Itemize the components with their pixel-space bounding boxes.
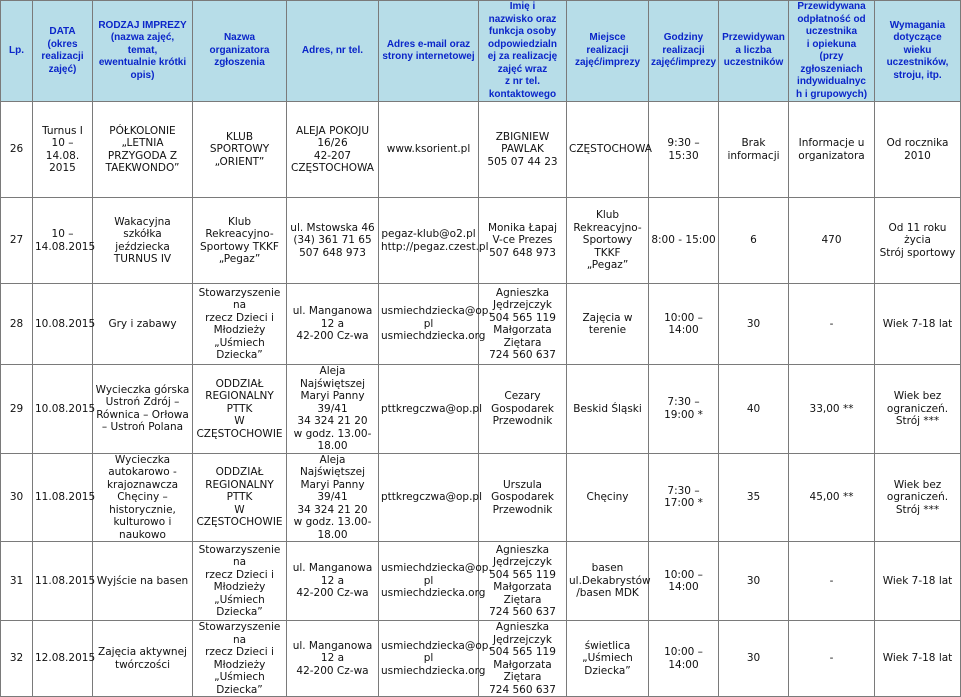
cell-lp: 29 xyxy=(1,365,33,454)
cell-lp: 27 xyxy=(1,198,33,284)
cell-fee: 470 xyxy=(789,198,875,284)
cell-contact-person: Urszula Gospodarek Przewodnik xyxy=(479,453,567,542)
cell-fee: - xyxy=(789,542,875,621)
cell-address: ul. Manganowa 12 a 42-200 Cz-wa xyxy=(287,542,379,621)
cell-place: Klub Rekreacyjno- Sportowy TKKF „Pegaz” xyxy=(567,198,649,284)
header-requirements: Wymagania dotyczące wieku uczestników, stroju, itp. xyxy=(875,1,961,102)
header-address: Adres, nr tel. xyxy=(287,1,379,102)
cell-participant-count: 30 xyxy=(719,284,789,365)
cell-email-website: www.ksorient.pl xyxy=(379,102,479,198)
cell-requirements: Wiek 7-18 lat xyxy=(875,621,961,697)
table-row xyxy=(1,621,961,697)
cell-lp: 30 xyxy=(1,453,33,542)
cell-participant-count: Brak informacji xyxy=(719,102,789,198)
cell-event-type: Wycieczka górska Ustroń Zdrój – Równica – Orłowa – Ustroń Polana xyxy=(93,365,193,454)
cell-participant-count: 6 xyxy=(719,198,789,284)
cell-organizer: Stowarzyszenie na rzecz Dzieci i Młodzieży „Uśmiech Dziecka” xyxy=(193,284,287,365)
cell-email-website: pegaz-klub@o2.pl http://pegaz.czest.pl xyxy=(379,198,479,284)
table-header-row xyxy=(1,1,961,102)
cell-address: Aleja Najświętszej Maryi Panny 39/41 34 324 21 20 w godz. 13.00- 18.00 xyxy=(287,365,379,454)
header-event-type: RODZAJ IMPREZY (nazwa zajęć, temat, ewentualnie krótki opis) xyxy=(93,1,193,102)
table-row xyxy=(1,542,961,621)
cell-contact-person: ZBIGNIEW PAWLAK 505 07 44 23 xyxy=(479,102,567,198)
cell-requirements: Wiek 7-18 lat xyxy=(875,284,961,365)
cell-event-type: Gry i zabawy xyxy=(93,284,193,365)
cell-lp: 28 xyxy=(1,284,33,365)
cell-date: 11.08.2015 xyxy=(33,542,93,621)
cell-participant-count: 30 xyxy=(719,621,789,697)
cell-email-website: pttkregczwa@op.pl xyxy=(379,453,479,542)
cell-contact-person: Cezary Gospodarek Przewodnik xyxy=(479,365,567,454)
cell-place: Beskid Śląski xyxy=(567,365,649,454)
cell-place: Zajęcia w terenie xyxy=(567,284,649,365)
cell-requirements: Od rocznika 2010 xyxy=(875,102,961,198)
cell-hours: 10:00 – 14:00 xyxy=(649,621,719,697)
table-row xyxy=(1,102,961,198)
cell-organizer: ODDZIAŁ REGIONALNY PTTK W CZĘSTOCHOWIE xyxy=(193,365,287,454)
cell-lp: 31 xyxy=(1,542,33,621)
cell-hours: 7:30 – 17:00 * xyxy=(649,453,719,542)
cell-contact-person: Agnieszka Jędrzejczyk 504 565 119 Małgorzata Ziętara 724 560 637 xyxy=(479,542,567,621)
cell-address: ul. Mstowska 46 (34) 361 71 65 507 648 973 xyxy=(287,198,379,284)
cell-event-type: Zajęcia aktywnej twórczości xyxy=(93,621,193,697)
cell-contact-person: Agnieszka Jędrzejczyk 504 565 119 Małgorzata Ziętara 724 560 637 xyxy=(479,621,567,697)
cell-hours: 8:00 - 15:00 xyxy=(649,198,719,284)
cell-hours: 10:00 – 14:00 xyxy=(649,542,719,621)
cell-address: ul. Manganowa 12 a 42-200 Cz-wa xyxy=(287,284,379,365)
cell-event-type: Wyjście na basen xyxy=(93,542,193,621)
cell-email-website: pttkregczwa@op.pl xyxy=(379,365,479,454)
cell-requirements: Wiek bez ograniczeń. Strój *** xyxy=(875,453,961,542)
cell-fee: - xyxy=(789,621,875,697)
header-contact-person: Imię i nazwisko oraz funkcja osoby odpowiedzialn ej za realizację zajęć wraz z nr tel. kontaktowego xyxy=(479,1,567,102)
table-row xyxy=(1,365,961,454)
cell-requirements: Wiek 7-18 lat xyxy=(875,542,961,621)
header-email-website: Adres e-mail oraz strony internetowej xyxy=(379,1,479,102)
cell-place: CZĘSTOCHOWA xyxy=(567,102,649,198)
header-hours: Godziny realizacji zajęć/imprezy xyxy=(649,1,719,102)
cell-organizer: KLUB SPORTOWY „ORIENT” xyxy=(193,102,287,198)
cell-organizer: ODDZIAŁ REGIONALNY PTTK W CZĘSTOCHOWIE xyxy=(193,453,287,542)
table-row xyxy=(1,453,961,542)
cell-hours: 9:30 – 15:30 xyxy=(649,102,719,198)
cell-email-website: usmiechdziecka@op. pl usmiechdziecka.org xyxy=(379,621,479,697)
cell-date: 12.08.2015 xyxy=(33,621,93,697)
cell-participant-count: 30 xyxy=(719,542,789,621)
header-place: Miejsce realizacji zajęć/imprezy xyxy=(567,1,649,102)
cell-hours: 7:30 – 19:00 * xyxy=(649,365,719,454)
header-date: DATA (okres realizacji zajęć) xyxy=(33,1,93,102)
cell-date: 10 – 14.08.2015 xyxy=(33,198,93,284)
cell-fee: Informacje u organizatora xyxy=(789,102,875,198)
cell-email-website: usmiechdziecka@op. pl usmiechdziecka.org xyxy=(379,284,479,365)
header-participant-count: Przewidywan a liczba uczestników xyxy=(719,1,789,102)
cell-fee: 45,00 ** xyxy=(789,453,875,542)
cell-address: ALEJA POKOJU 16/26 42-207 CZĘSTOCHOWA xyxy=(287,102,379,198)
cell-participant-count: 35 xyxy=(719,453,789,542)
cell-place: świetlica „Uśmiech Dziecka” xyxy=(567,621,649,697)
cell-organizer: Klub Rekreacyjno- Sportowy TKKF „Pegaz” xyxy=(193,198,287,284)
header-fee: Przewidywana odpłatność od uczestnika i opiekuna (przy zgłoszeniach indywidualnyc h i grupowych) xyxy=(789,1,875,102)
cell-place: basen ul.Dekabrystów /basen MDK xyxy=(567,542,649,621)
cell-fee: 33,00 ** xyxy=(789,365,875,454)
cell-event-type: PÓŁKOLONIE „LETNIA PRZYGODA Z TAEKWONDO” xyxy=(93,102,193,198)
header-organizer: Nazwa organizatora zgłoszenia xyxy=(193,1,287,102)
cell-hours: 10:00 – 14:00 xyxy=(649,284,719,365)
cell-requirements: Wiek bez ograniczeń. Strój *** xyxy=(875,365,961,454)
cell-organizer: Stowarzyszenie na rzecz Dzieci i Młodzieży „Uśmiech Dziecka” xyxy=(193,621,287,697)
table-row xyxy=(1,284,961,365)
cell-date: 11.08.2015 xyxy=(33,453,93,542)
cell-participant-count: 40 xyxy=(719,365,789,454)
cell-event-type: Wakacyjna szkółka jeździecka TURNUS IV xyxy=(93,198,193,284)
cell-contact-person: Monika Łapaj V-ce Prezes 507 648 973 xyxy=(479,198,567,284)
cell-address: Aleja Najświętszej Maryi Panny 39/41 34 324 21 20 w godz. 13.00- 18.00 xyxy=(287,453,379,542)
header-lp: Lp. xyxy=(1,1,33,102)
cell-lp: 32 xyxy=(1,621,33,697)
cell-address: ul. Manganowa 12 a 42-200 Cz-wa xyxy=(287,621,379,697)
table-row xyxy=(1,198,961,284)
cell-event-type: Wycieczka autokarowo - krajoznawcza Chęciny – historycznie, kulturowo i naukowo xyxy=(93,453,193,542)
cell-date: 10.08.2015 xyxy=(33,365,93,454)
cell-email-website: usmiechdziecka@op. pl usmiechdziecka.org xyxy=(379,542,479,621)
cell-date: 10.08.2015 xyxy=(33,284,93,365)
cell-fee: - xyxy=(789,284,875,365)
cell-requirements: Od 11 roku życia Strój sportowy xyxy=(875,198,961,284)
cell-lp: 26 xyxy=(1,102,33,198)
cell-contact-person: Agnieszka Jędrzejczyk 504 565 119 Małgorzata Ziętara 724 560 637 xyxy=(479,284,567,365)
cell-organizer: Stowarzyszenie na rzecz Dzieci i Młodzieży „Uśmiech Dziecka” xyxy=(193,542,287,621)
cell-place: Chęciny xyxy=(567,453,649,542)
cell-date: Turnus I 10 – 14.08. 2015 xyxy=(33,102,93,198)
